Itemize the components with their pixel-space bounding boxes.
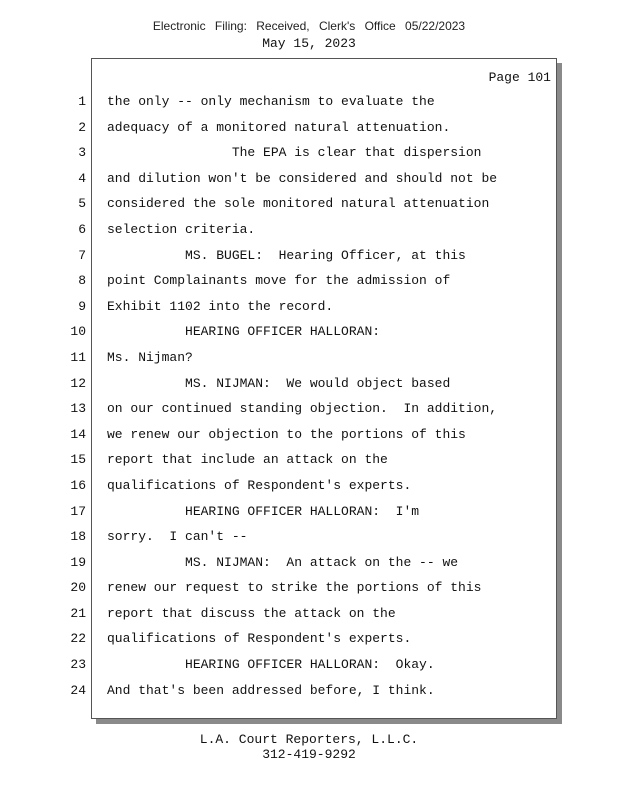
line-number: 1 [78,94,86,109]
transcript-line: MS. NIJMAN: An attack on the -- we [107,554,459,570]
filing-stamp: Electronic Filing: Received, Clerk's Office 05/22/2023 [152,19,466,33]
line-number: 23 [70,657,86,673]
transcript-line: The EPA is clear that dispersion [107,145,482,161]
transcript-line: MS. NIJMAN: We would object based [107,375,451,391]
line-number: 14 [70,426,86,442]
transcript-line: renew our request to strike the portions of this [107,580,482,596]
transcript-line: report that include an attack on the [107,452,388,468]
line-number: 4 [78,170,86,186]
reporter-footer [0,732,618,762]
line-number: 7 [78,247,86,263]
transcript-line: HEARING OFFICER HALLORAN: [107,324,381,340]
line-number: 18 [70,529,86,545]
transcript-line: report that discuss the attack on the [107,605,396,621]
line-number: 10 [70,324,86,340]
transcript-line: and dilution won't be considered and should not be [107,170,498,186]
line-number: 15 [70,452,86,468]
transcript-line: HEARING OFFICER HALLORAN: Okay. [107,657,435,673]
line-number: 2 [78,119,86,135]
transcript-line: point Complainants move for the admission of [107,273,451,289]
transcript-line: adequacy of a monitored natural attenuation. [107,119,451,135]
line-number: 24 [70,682,86,698]
transcript-line: we renew our objection to the portions of this [107,426,466,442]
line-number: 22 [70,631,86,647]
page-number: Page 101 [488,70,551,85]
transcript-body [107,89,547,703]
line-number: 9 [78,298,86,314]
line-number: 16 [70,477,86,493]
line-number: 13 [70,401,86,417]
transcript-line: selection criteria. [107,221,256,237]
line-number: 20 [70,580,86,596]
hearing-date: May 15, 2023 [262,36,356,51]
transcript-line: Ms. Nijman? [107,349,193,365]
line-number: 12 [70,375,86,391]
line-number: 17 [70,503,86,519]
line-number: 11 [70,349,86,365]
transcript-line: And that's been addressed before, I think. [107,682,435,698]
transcript-line: Exhibit 1102 into the record. [107,298,334,314]
line-number: 21 [70,605,86,621]
reporter-name: L.A. Court Reporters, L.L.C. [199,732,419,747]
line-number: 6 [78,221,86,237]
reporter-phone: 312-419-9292 [262,747,356,762]
line-number-column [60,89,86,703]
transcript-line: HEARING OFFICER HALLORAN: I'm [107,503,420,519]
transcript-line: sorry. I can't -- [107,529,248,545]
transcript-line: on our continued standing objection. In addition, [107,401,498,417]
transcript-line: qualifications of Respondent's experts. [107,477,412,493]
line-number: 8 [78,273,86,289]
transcript-line: qualifications of Respondent's experts. [107,631,412,647]
line-number: 3 [78,145,86,161]
transcript-line: the only -- only mechanism to evaluate the [107,94,435,109]
transcript-line: considered the sole monitored natural attenuation [107,196,490,212]
line-number: 5 [78,196,86,212]
line-number: 19 [70,554,86,570]
transcript-line: MS. BUGEL: Hearing Officer, at this [107,247,466,263]
